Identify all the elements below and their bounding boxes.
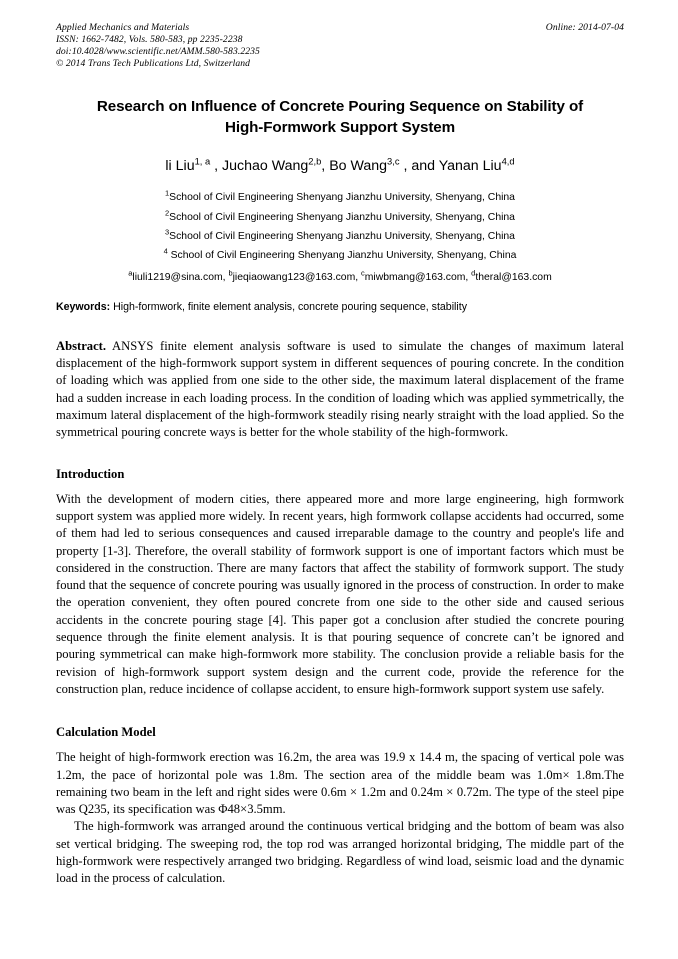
abstract-label: Abstract.	[56, 338, 107, 353]
email-sup: a	[128, 268, 133, 278]
affiliation-list	[56, 188, 624, 286]
abstract-block	[56, 338, 624, 442]
keywords-line	[56, 300, 624, 314]
section-introduction	[56, 466, 624, 699]
author-4-name: Yanan Liu	[438, 158, 502, 175]
affiliation-item	[56, 246, 624, 265]
affiliation-sup: 4	[163, 246, 168, 256]
affiliation-text: School of Civil Engineering Shenyang Jianzhu University, Shenyang, China	[169, 192, 515, 204]
email-sep: ,	[222, 271, 229, 283]
abstract-text: ANSYS finite element analysis software is used to simulate the changes of maximum lateral displacement of the high-formwork support system in different sequences of pouring concrete. In the condition of loading which was applied from one side to the other side, the maximum lateral displacement of the frame had a sudden increase in each loading process. In the condition of loading which was applied symmetrically, the maximum lateral displacement of the high-formwork steadily rising nearly straight with the load applied. So the symmetrical pouring concrete ways is better for the whole stability of the high-formwork.	[56, 338, 624, 440]
affiliation-item	[56, 227, 624, 246]
keywords-value: High-formwork, finite element analysis, concrete pouring sequence, stability	[110, 300, 467, 313]
email-sep: ,	[355, 271, 362, 283]
email-list	[56, 268, 624, 287]
author-3-sup: 3,c	[387, 156, 400, 167]
author-1-sup: 1, a	[194, 156, 211, 167]
affiliation-text: School of Civil Engineering Shenyang Jianzhu University, Shenyang, China	[169, 211, 515, 223]
journal-name: Applied Mechanics and Materials	[56, 22, 190, 33]
section-heading: Introduction	[56, 466, 125, 481]
email-address[interactable]: jieqiaowang123@163.com	[232, 271, 356, 283]
affiliation-sup: 1	[165, 188, 170, 198]
issn-line: ISSN: 1662-7482, Vols. 580-583, pp 2235-2238	[56, 34, 243, 46]
affiliation-text: School of Civil Engineering Shenyang Jianzhu University, Shenyang, China	[169, 230, 515, 242]
email-address[interactable]: liuli1219@sina.com	[132, 271, 223, 283]
title-line-1: Research on Influence of Concrete Pouring Sequence on Stability of	[96, 98, 584, 116]
copyright-line: © 2014 Trans Tech Publications Ltd, Switzerland	[56, 58, 251, 70]
author-sep-1: ,	[210, 158, 223, 175]
email-address[interactable]: theral@163.com	[475, 271, 552, 283]
section-calculation-model	[56, 724, 624, 887]
author-3-name: Bo Wang	[329, 158, 388, 175]
email-address[interactable]: miwbmang@163.com	[364, 271, 466, 283]
author-4-sup: 4,d	[501, 156, 515, 167]
author-list	[56, 157, 624, 176]
section-heading: Calculation Model	[56, 725, 156, 740]
author-sep-2: ,	[321, 158, 330, 175]
email-sup: b	[228, 268, 233, 278]
online-date: Online: 2014-07-04	[545, 22, 624, 33]
section-paragraph: The high-formwork was arranged around the continuous vertical bridging and the bottom of beam was also set vertical bridging. The sweeping rod, the top rod was arranged horizontal bridging, The middle part of the high-formwork were respectively arranged two bridging. Regardless of wind load, seismic load and the dynamic load in the process of calculation.	[56, 819, 624, 886]
email-sep: ,	[465, 271, 472, 283]
affiliation-item	[56, 188, 624, 207]
affiliation-sup: 3	[165, 227, 170, 237]
keywords-label: Keywords:	[56, 300, 111, 313]
affiliation-text: School of Civil Engineering Shenyang Jianzhu University, Shenyang, China	[167, 250, 517, 262]
affiliation-sup: 2	[165, 208, 170, 218]
email-sup: d	[471, 268, 476, 278]
section-paragraph: With the development of modern cities, there appeared more and more large engineering, high formwork support system was applied more widely. In recent years, high formwork collapse accidents had occurred, some of them had led to serious consequences and caused irreparable damage to the country and people's life and property [1-3]. Therefore, the overall stability of formwork support is one of important factors which must be considered in the construction. There are many factors that affect the stability of formwork support. The study found that the sequence of concrete pouring was usually ignored in the process of construction. In order to make the operation convenient, they often poured concrete from one side to the other side and caused serious accidents in the concrete pouring stage [4]. This paper got a conclusion after studied the concrete pouring sequence through the finite element analysis. It is that pouring sequence of concrete can’t be ignored and pouring symmetrical can make high-formwork more stability. The conclusion provide a reliable basis for the revision of high-formwork support system design and the current code, provide the reference for the construction plan, reduce incidence of collapse accident, to ensure high-formwork support system use safely.	[56, 491, 624, 696]
email-sup: c	[361, 268, 365, 278]
running-header	[56, 22, 624, 70]
author-1-name: li Liu	[165, 158, 195, 175]
section-paragraph: The height of high-formwork erection was 16.2m, the area was 19.9 x 14.4 m, the spacing of vertical pole was 1.2m, the pace of horizontal pole was 1.8m. The section area of the middle beam was 1.0m× 1.8m.The remaining two beam in the left and right sides were 0.6m × 1.2m and 0.24m × 0.72m. The type of the steel pipe was Q235, its specification was Φ48×3.5mm.	[56, 750, 624, 817]
affiliation-item	[56, 208, 624, 227]
author-2-name: Juchao Wang	[222, 158, 309, 175]
doi-line: doi:10.4028/www.scientific.net/AMM.580-583.2235	[56, 46, 260, 58]
author-2-sup: 2,b	[308, 156, 322, 167]
title-line-2: High-Formwork Support System	[224, 119, 456, 137]
author-sep-3: , and	[399, 158, 439, 175]
page-title	[56, 96, 624, 138]
